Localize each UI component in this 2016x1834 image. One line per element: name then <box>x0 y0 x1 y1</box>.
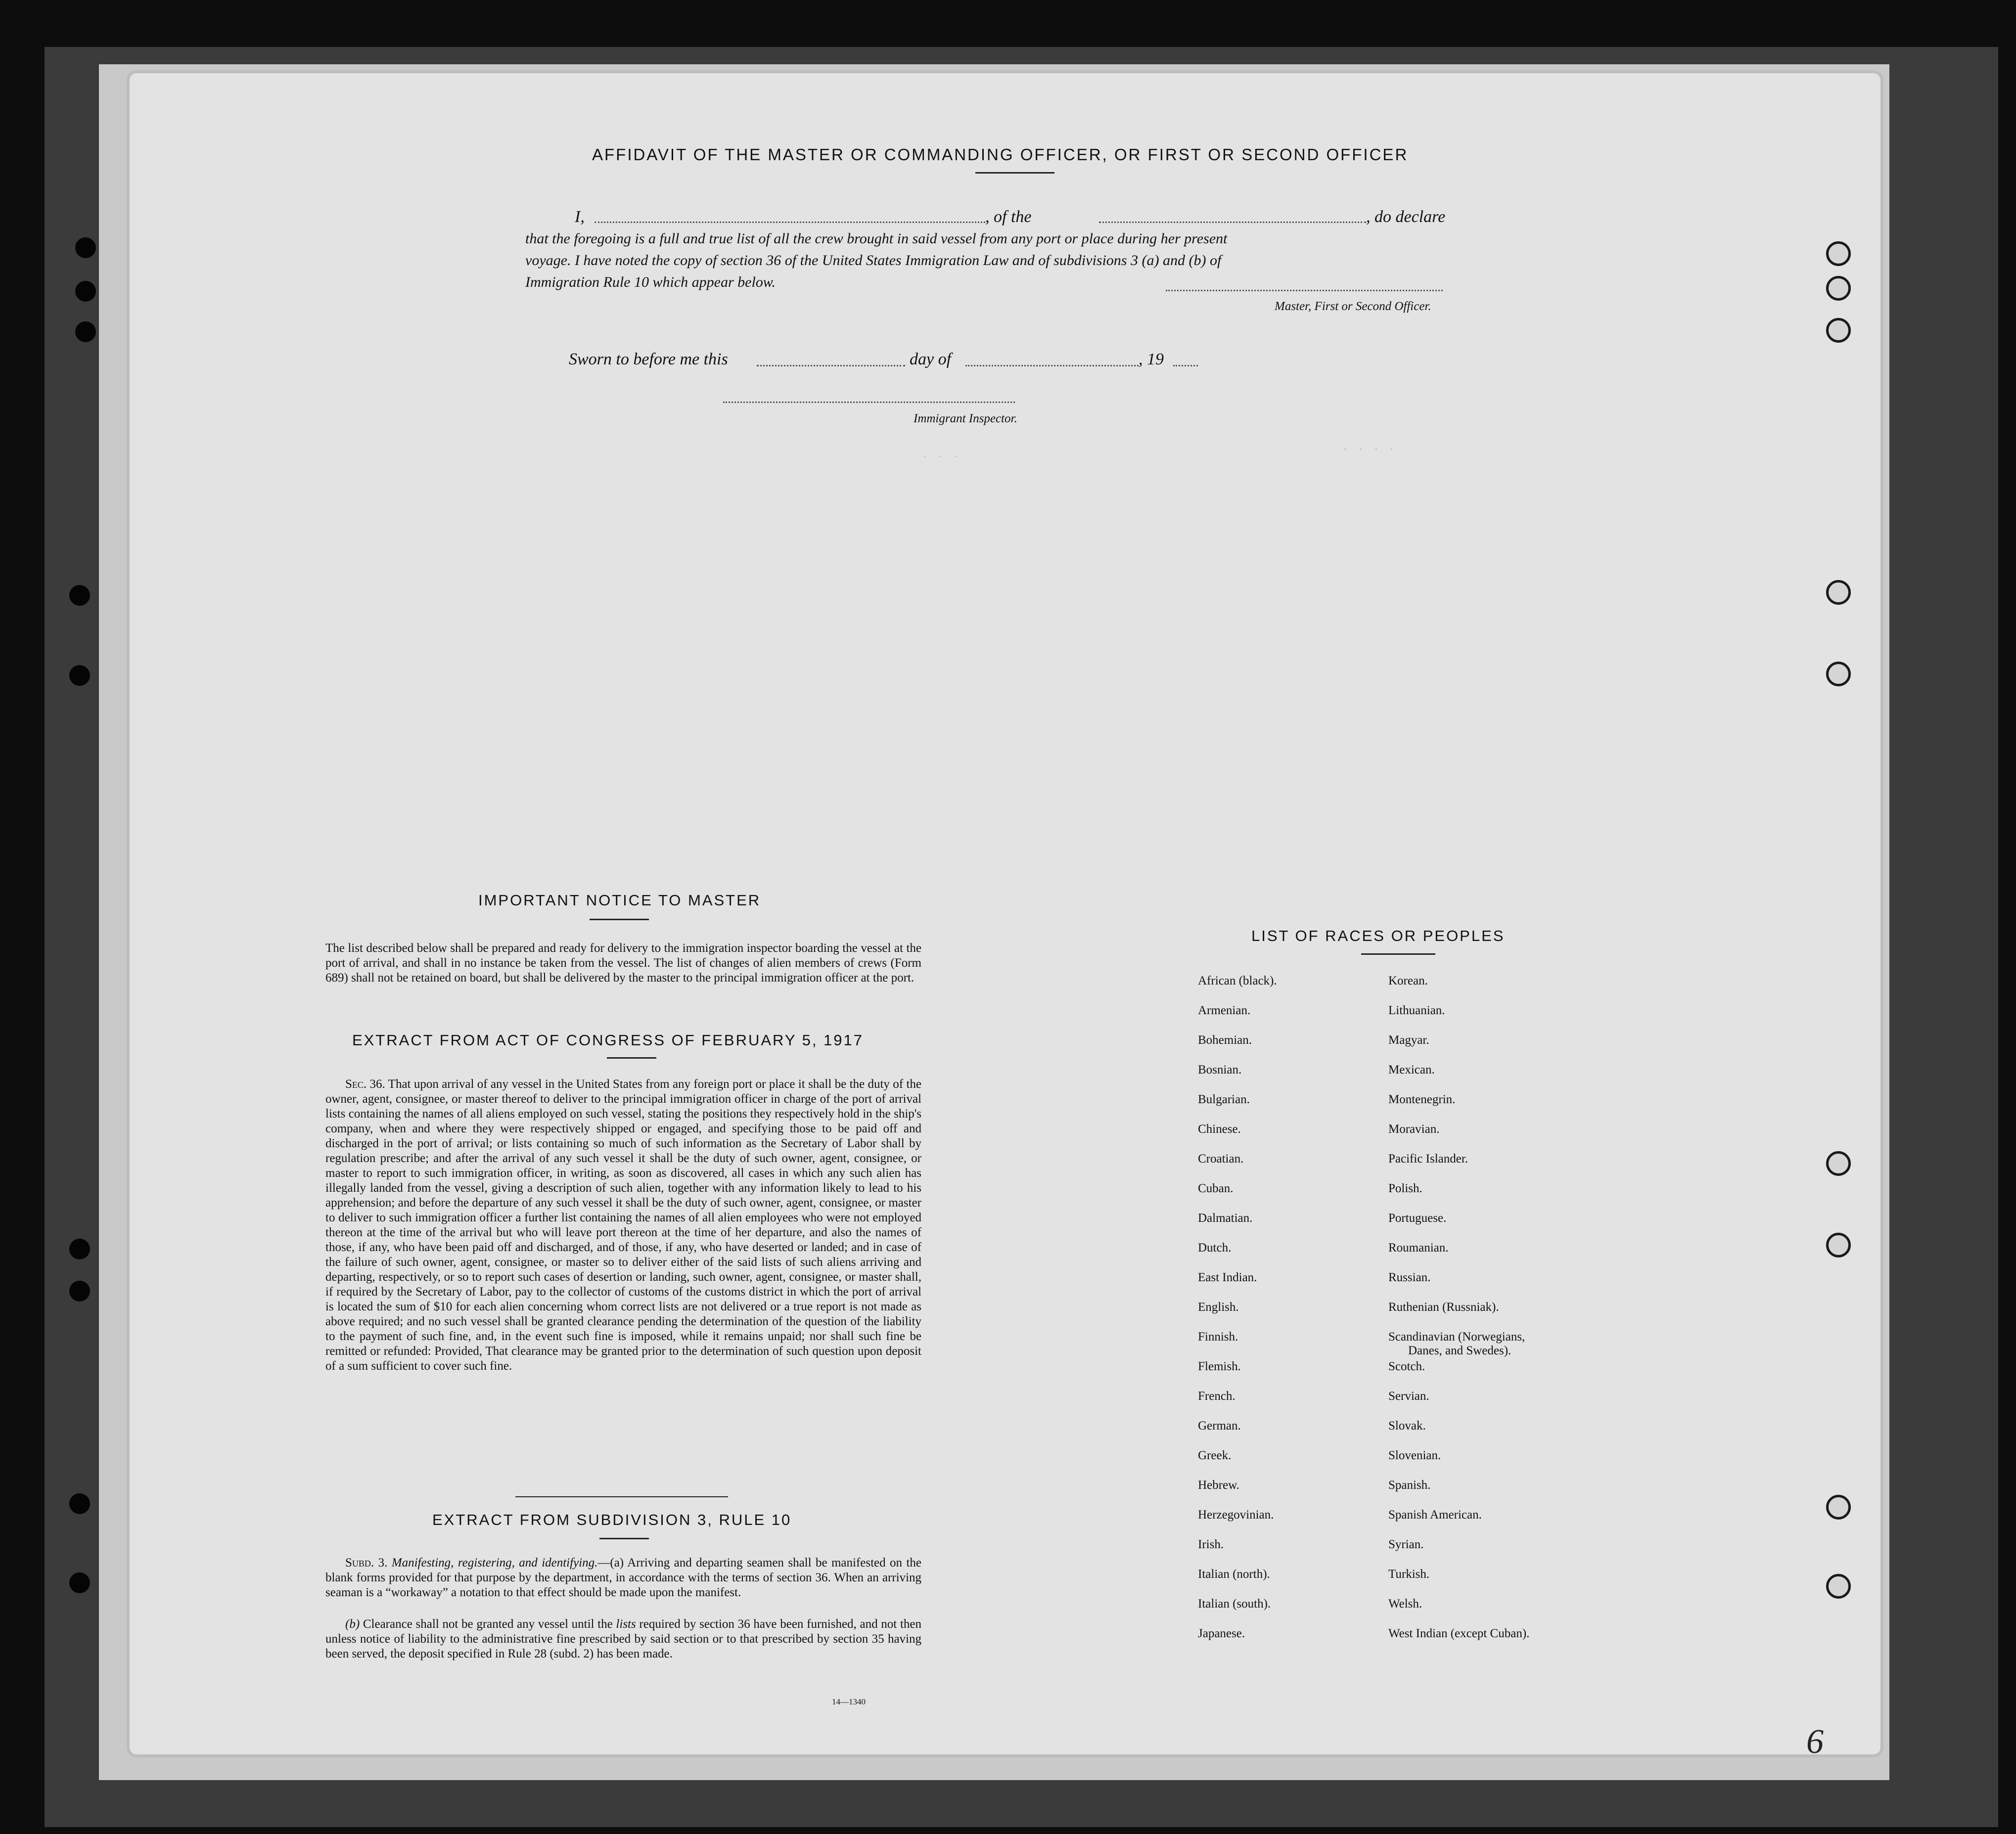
affidavit-line4: Immigration Rule 10 which appear below. <box>525 274 776 290</box>
sworn-year: , 19 <box>1139 350 1164 368</box>
punch-hole <box>75 321 96 342</box>
race-item: Syrian. <box>1388 1538 1424 1551</box>
race-item: Servian. <box>1388 1389 1429 1403</box>
act-extract-title: EXTRACT FROM ACT OF CONGRESS OF FEBRUARY 5, 1917 <box>352 1031 864 1049</box>
affidavit-line1-i: I, <box>575 208 585 226</box>
race-item: Lithuanian. <box>1388 1004 1445 1017</box>
punch-hole <box>69 1493 90 1514</box>
punch-hole <box>69 1281 90 1301</box>
race-item: Armenian. <box>1198 1004 1251 1017</box>
race-item: Croatian. <box>1198 1152 1244 1165</box>
inspector-caption: Immigrant Inspector. <box>914 412 1017 425</box>
race-item: Korean. <box>1388 974 1428 987</box>
race-item: German. <box>1198 1419 1241 1432</box>
race-item: English. <box>1198 1300 1239 1314</box>
sworn-day-of: day of <box>910 350 952 368</box>
race-item: Magyar. <box>1388 1033 1429 1047</box>
punch-ring <box>1826 1233 1851 1257</box>
race-item: Hebrew. <box>1198 1478 1239 1492</box>
race-item: Bulgarian. <box>1198 1093 1250 1106</box>
section-36-label: Sec. 36. <box>345 1077 385 1091</box>
affidavit-line1-of-the: , of the <box>985 208 1032 226</box>
notice-title: IMPORTANT NOTICE TO MASTER <box>478 892 761 909</box>
divider <box>515 1496 728 1497</box>
punch-ring <box>1826 318 1851 343</box>
punch-ring <box>1826 241 1851 266</box>
race-item: Chinese. <box>1198 1122 1241 1136</box>
punch-ring <box>1826 1574 1851 1599</box>
race-item: French. <box>1198 1389 1236 1403</box>
subd-label: Subd. 3. <box>345 1556 388 1569</box>
subdivision-3-para-a <box>325 1556 921 1600</box>
rule-extract-title: EXTRACT FROM SUBDIVISION 3, RULE 10 <box>432 1511 792 1528</box>
race-item: Montenegrin. <box>1388 1093 1456 1106</box>
race-item: Bohemian. <box>1198 1033 1252 1047</box>
subd-heading: Manifesting, registering, and identifying. <box>391 1556 598 1569</box>
race-item: Japanese. <box>1198 1627 1245 1640</box>
signature-caption: Master, First or Second Officer. <box>1275 300 1431 313</box>
race-item: Dutch. <box>1198 1241 1232 1254</box>
punch-ring <box>1826 662 1851 686</box>
notice-rule <box>590 919 649 920</box>
race-item: Scandinavian (Norwegians, <box>1388 1330 1525 1343</box>
affidavit-title: AFFIDAVIT OF THE MASTER OR COMMANDING OFFICER, OR FIRST OR SECOND OFFICER <box>592 145 1409 164</box>
race-item: Slovak. <box>1388 1419 1426 1432</box>
act-extract-text <box>325 1077 921 1374</box>
punch-ring <box>1826 276 1851 301</box>
para-a-text: —(a) Arriving and departing seamen shall be manifested on the blank forms provided for that purpose by the department, in accordance with the terms of section 36. When an arriving seaman is a “workaway” a notation to that effect should be made upon the manifest. <box>325 1556 922 1599</box>
affidavit-line3: voyage. I have noted the copy of section 36 of the United States Immigration Law and of subdivisions 3 (a) and (b) of <box>525 252 1222 268</box>
para-b-lists: lists <box>616 1617 636 1631</box>
races-title: LIST OF RACES OR PEOPLES <box>1251 927 1505 944</box>
race-item: East Indian. <box>1198 1271 1257 1284</box>
race-item: Spanish. <box>1388 1478 1431 1492</box>
bleed-through-text: . . . <box>921 447 960 461</box>
race-item: Slovenian. <box>1388 1449 1441 1462</box>
title-rule <box>975 172 1054 174</box>
race-item: Roumanian. <box>1388 1241 1449 1254</box>
sworn-month-blank[interactable] <box>965 365 1139 366</box>
race-item: West Indian (except Cuban). <box>1388 1627 1530 1640</box>
rule-title-rule <box>599 1538 649 1539</box>
races-rule <box>1361 953 1435 955</box>
race-item: Moravian. <box>1388 1122 1440 1136</box>
subdivision-3-para-b <box>325 1617 921 1661</box>
race-item-continuation: Danes, and Swedes). <box>1408 1344 1512 1357</box>
race-item: Herzegovinian. <box>1198 1508 1274 1521</box>
race-item: Cuban. <box>1198 1182 1234 1195</box>
notice-text: The list described below shall be prepared and ready for delivery to the immigration inspector boarding the vessel at the port of arrival, and shall in no instance be taken from the vessel. The list of changes of alien members of crews (Form 689) shall not be retained on board, but shall be delivered by the master to the principal immigration officer at the port. <box>325 941 921 984</box>
punch-ring <box>1826 1151 1851 1176</box>
punch-hole <box>69 665 90 686</box>
race-item: Scotch. <box>1388 1360 1425 1373</box>
affidavit-page <box>130 73 1880 1761</box>
para-b-text-2: required by section 36 have been furnished, and not then unless notice of liability to the administrative fine prescribed by said section or to that prescribed by section 35 having been served, the deposit specified in Rule 28 (subd. 2) has been made. <box>325 1617 921 1660</box>
name-blank[interactable] <box>595 222 985 223</box>
race-item: African (black). <box>1198 974 1277 987</box>
race-item: Flemish. <box>1198 1360 1241 1373</box>
section-36-text: That upon arrival of any vessel in the United States from any foreign port or place it shall be the duty of the owner, agent, consignee, or master thereof to deliver to the principal immigration officer in charge of the port of arrival lists containing the names of all aliens employed on such vessel, stating the positions they respectively hold in the ship's company, when and where they were respectively shipped or engaged, and specifying those to be paid off and discharged in the port of arrival; or lists containing so much of such information as the Secretary of Labor shall by regulation prescribe; and after the arrival of any such vessel it shall be the duty of such owner, agent, consignee, or master to report to such immigration officer, in writing, as soon as discovered, all cases in which any such alien has illegally landed from the vessel, giving a description of such alien, together with any information likely to lead to his apprehension; and before the departure of any such vessel it shall be the duty of such owner, agent, consignee, or master to deliver to such immigration officer a further list containing the names of all alien employees who were not employed thereon at the time of the arrival but who will leave port thereon at the time of her departure, and also the names of those, if any, who have been paid off and discharged, and of those, if any, who have deserted or landed; and in case of the failure of such owner, agent, consignee, or master so to deliver either of the said lists of such aliens arriving and departing, respectively, or so to report such cases of desertion or landing, such owner, agent, consignee, or master shall, if required by the Secretary of Labor, pay to the collector of customs of the customs district in which the port of arrival is located the sum of $10 for each alien concerning whom correct lists are not delivered or a true report is not made as above required; and no such vessel shall be granted clearance pending the determination of the question of the liability to the payment of such fine, and, in the event such fine is imposed, while it remains unpaid; nor shall such fine be remitted or refunded: Provided, That clearance may be granted prior to the determination of such question upon deposit of a sum sufficient to cover such fine. <box>325 1077 921 1373</box>
officer-signature-line[interactable] <box>1166 290 1443 291</box>
race-item: Finnish. <box>1198 1330 1238 1343</box>
race-item: Dalmatian. <box>1198 1211 1253 1225</box>
race-item: Mexican. <box>1388 1063 1435 1076</box>
race-item: Ruthenian (Russniak). <box>1388 1300 1499 1314</box>
race-item: Portuguese. <box>1388 1211 1447 1225</box>
act-rule <box>607 1057 656 1059</box>
sworn-year-blank[interactable] <box>1173 365 1198 366</box>
punch-hole <box>69 1239 90 1259</box>
bleed-through-text: . . . . <box>1341 439 1396 454</box>
punch-hole <box>69 1572 90 1593</box>
race-item: Welsh. <box>1388 1597 1422 1610</box>
punch-hole <box>75 237 96 258</box>
race-item: Polish. <box>1388 1182 1422 1195</box>
handwritten-page-number: 6 <box>1806 1723 1824 1761</box>
race-item: Turkish. <box>1388 1567 1430 1581</box>
race-item: Greek. <box>1198 1449 1232 1462</box>
race-item: Irish. <box>1198 1538 1224 1551</box>
sworn-prefix: Sworn to before me this <box>569 350 728 368</box>
affidavit-line1-do-declare: , do declare <box>1366 208 1446 226</box>
para-b-label: (b) <box>345 1617 360 1631</box>
race-item: Bosnian. <box>1198 1063 1242 1076</box>
punch-ring <box>1826 580 1851 605</box>
form-number: 14—1340 <box>832 1697 866 1706</box>
affidavit-line2: that the foregoing is a full and true list of all the crew brought in said vessel from any port or place during her present <box>525 230 1228 247</box>
punch-hole <box>69 585 90 606</box>
sworn-day-blank[interactable] <box>757 365 905 366</box>
punch-hole <box>75 281 96 302</box>
para-b-text-1: Clearance shall not be granted any vessel until the <box>363 1617 613 1631</box>
race-item: Pacific Islander. <box>1388 1152 1468 1165</box>
vessel-blank[interactable] <box>1099 222 1366 223</box>
inspector-signature-line[interactable] <box>723 402 1015 403</box>
race-item: Spanish American. <box>1388 1508 1482 1521</box>
race-item: Russian. <box>1388 1271 1431 1284</box>
punch-ring <box>1826 1495 1851 1520</box>
race-item: Italian (south). <box>1198 1597 1271 1610</box>
race-item: Italian (north). <box>1198 1567 1270 1581</box>
